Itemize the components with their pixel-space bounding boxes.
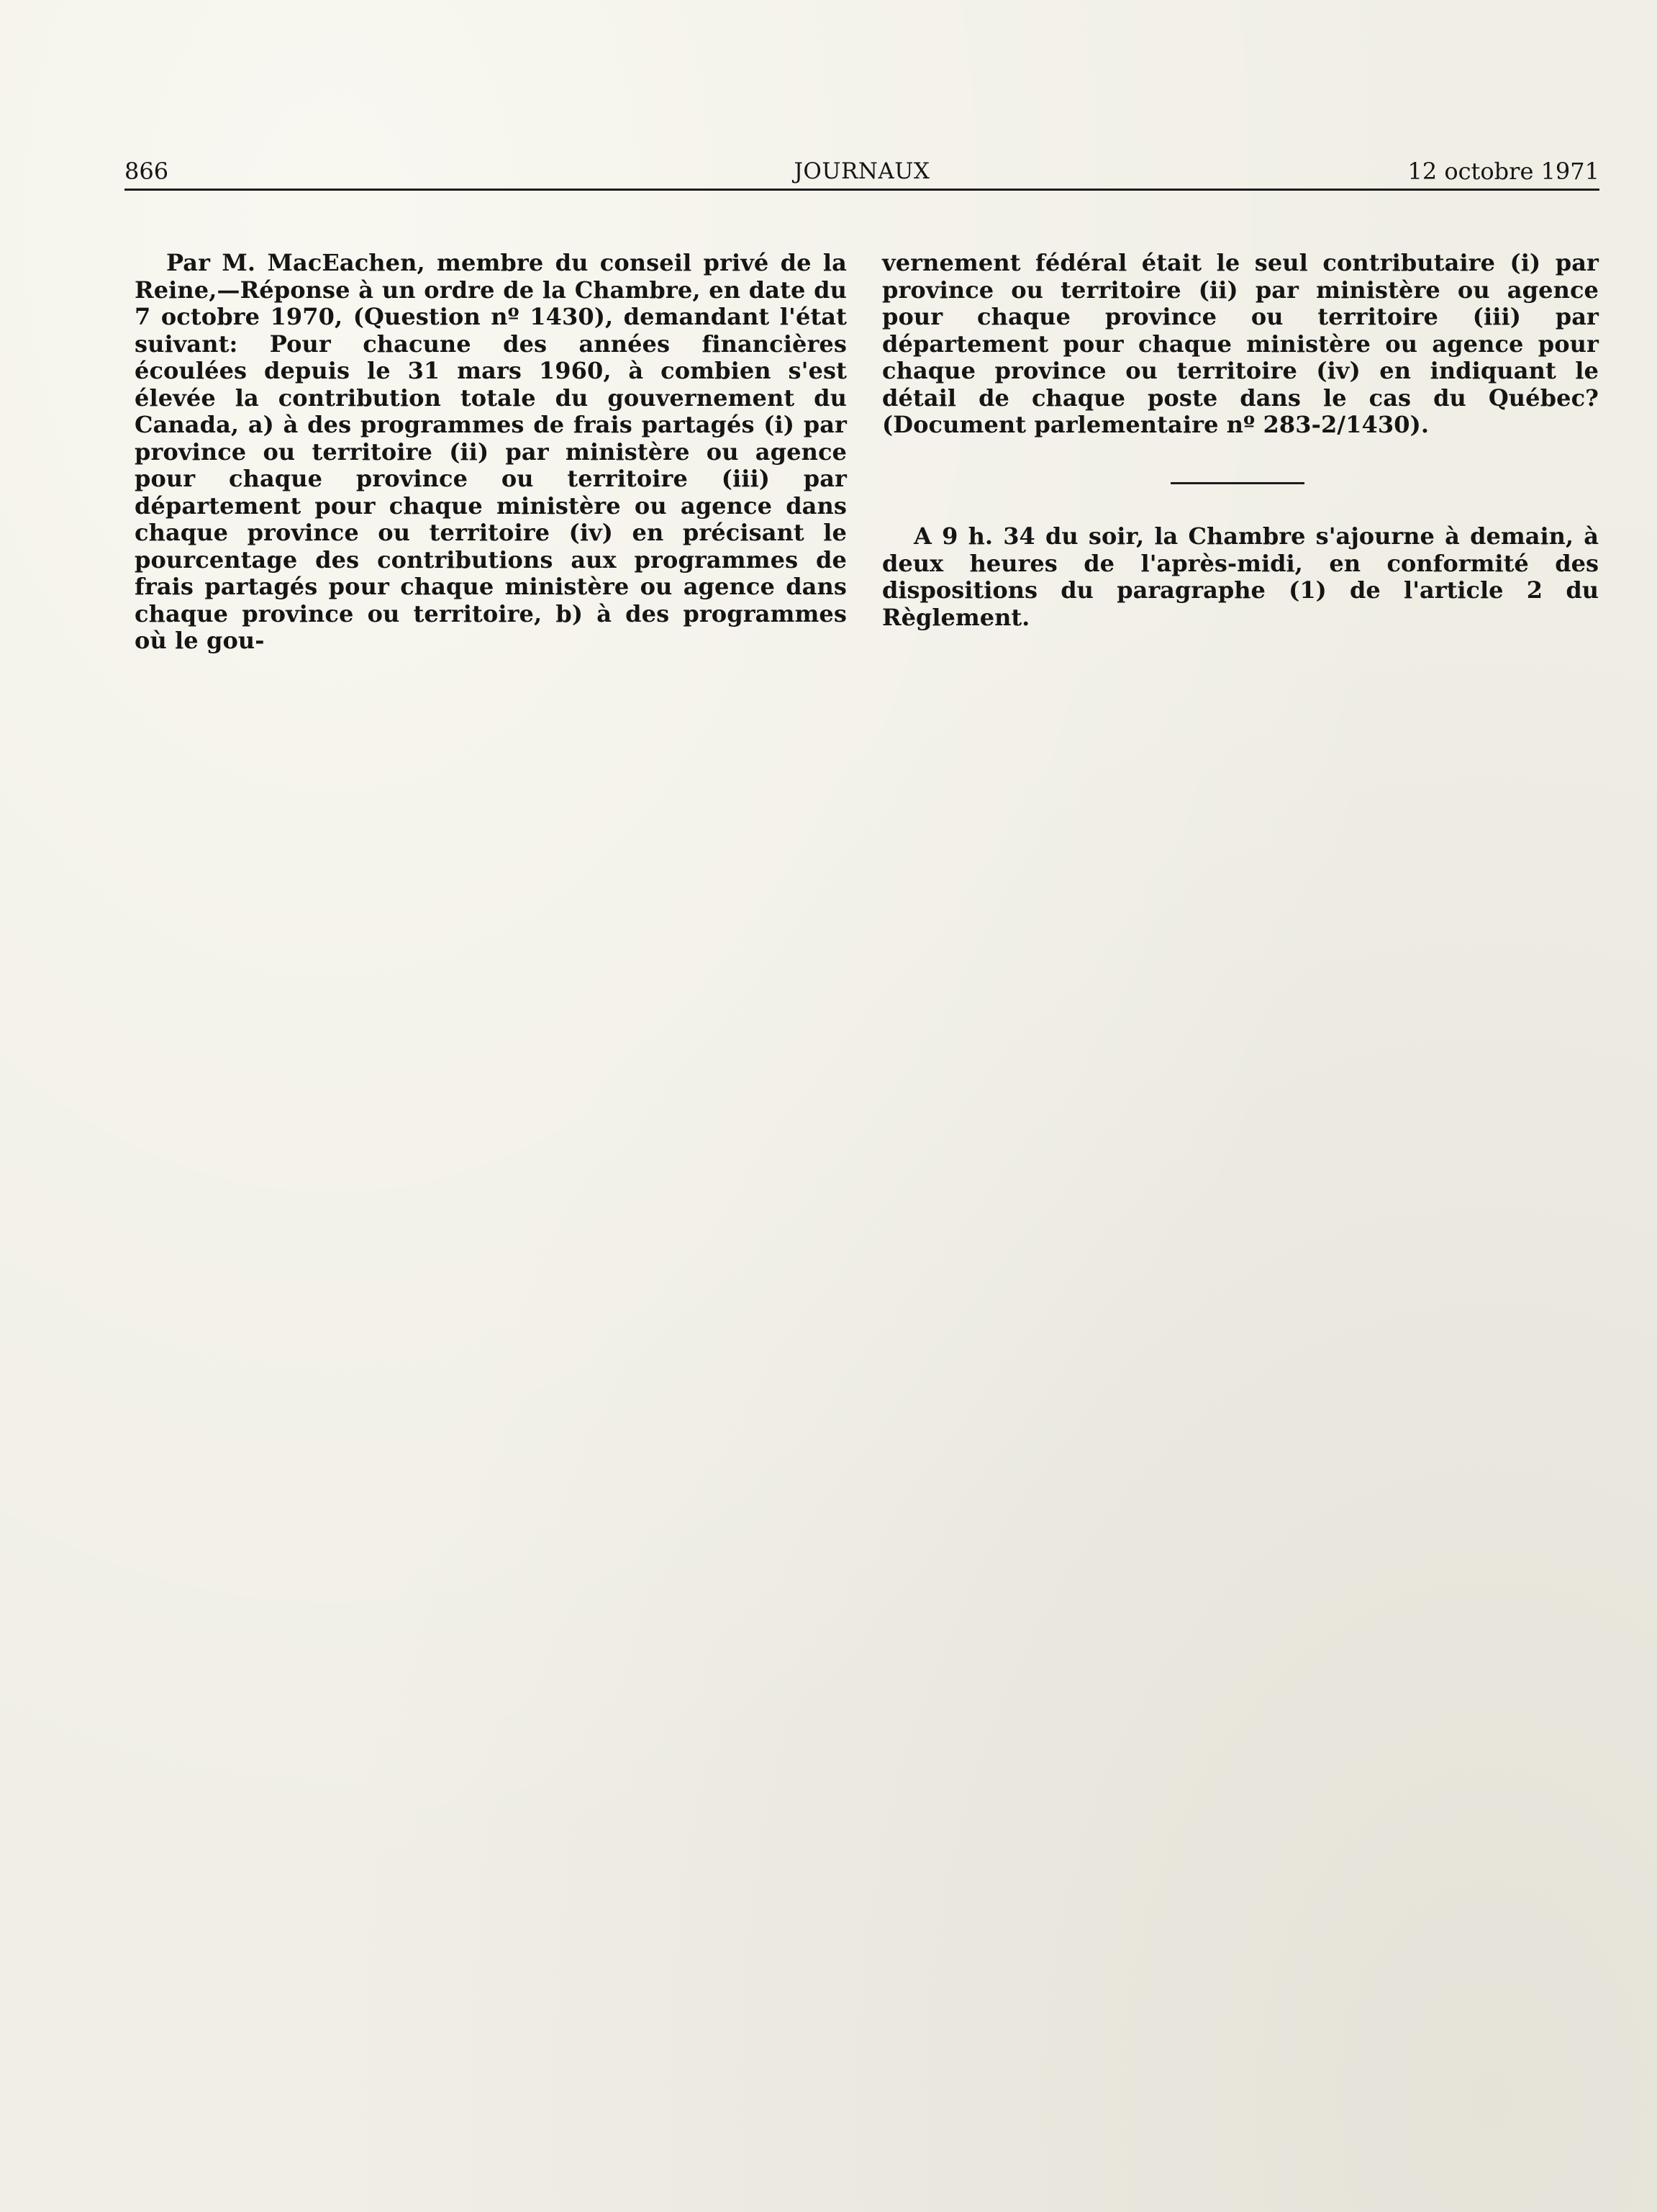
header-rule bbox=[124, 189, 1599, 191]
right-column bbox=[882, 250, 1599, 439]
page-number: 866 bbox=[124, 158, 169, 185]
left-column bbox=[135, 250, 847, 655]
running-title: JOURNAUX bbox=[794, 158, 930, 184]
return-paragraph-right: vernement fédéral était le seul contributaire (i) par province ou territoire (ii) par ministère ou agence pour chaque province ou territoire (iii) par département pour chaque ministère ou agence pour chaque province ou territoire (iv) en indiquant le détail de chaque poste dans le cas du Québec? (Document parlementaire nº 283-2/1430). bbox=[882, 249, 1599, 438]
section-divider bbox=[1171, 482, 1304, 484]
header-date: 12 octobre 1971 bbox=[1407, 158, 1599, 185]
adjournment-section bbox=[882, 523, 1599, 631]
adjournment-paragraph: A 9 h. 34 du soir, la Chambre s'ajourne à demain, à deux heures de l'après-midi, en conformité des dispositions du paragraphe (1) de l'article 2 du Règlement. bbox=[882, 522, 1599, 631]
return-paragraph-left: Par M. MacEachen, membre du conseil privé de la Reine,—Réponse à un ordre de la Chambre, en date du 7 octobre 1970, (Question nº 1430), demandant l'état suivant: Pour chacune des années financières écoulées depuis le 31 mars 1960, à combien s'est élevée la contribution totale du gouvernement du Canada, a) à des programmes de frais partagés (i) par province ou territoire (ii) par ministère ou agence pour chaque province ou territoire (iii) par département pour chaque ministère ou agence dans chaque province ou territoire (iv) en précisant le pourcentage des contributions aux programmes de frais partagés pour chaque ministère ou agence dans chaque province ou territoire, b) à des programmes où le gou- bbox=[135, 249, 847, 654]
